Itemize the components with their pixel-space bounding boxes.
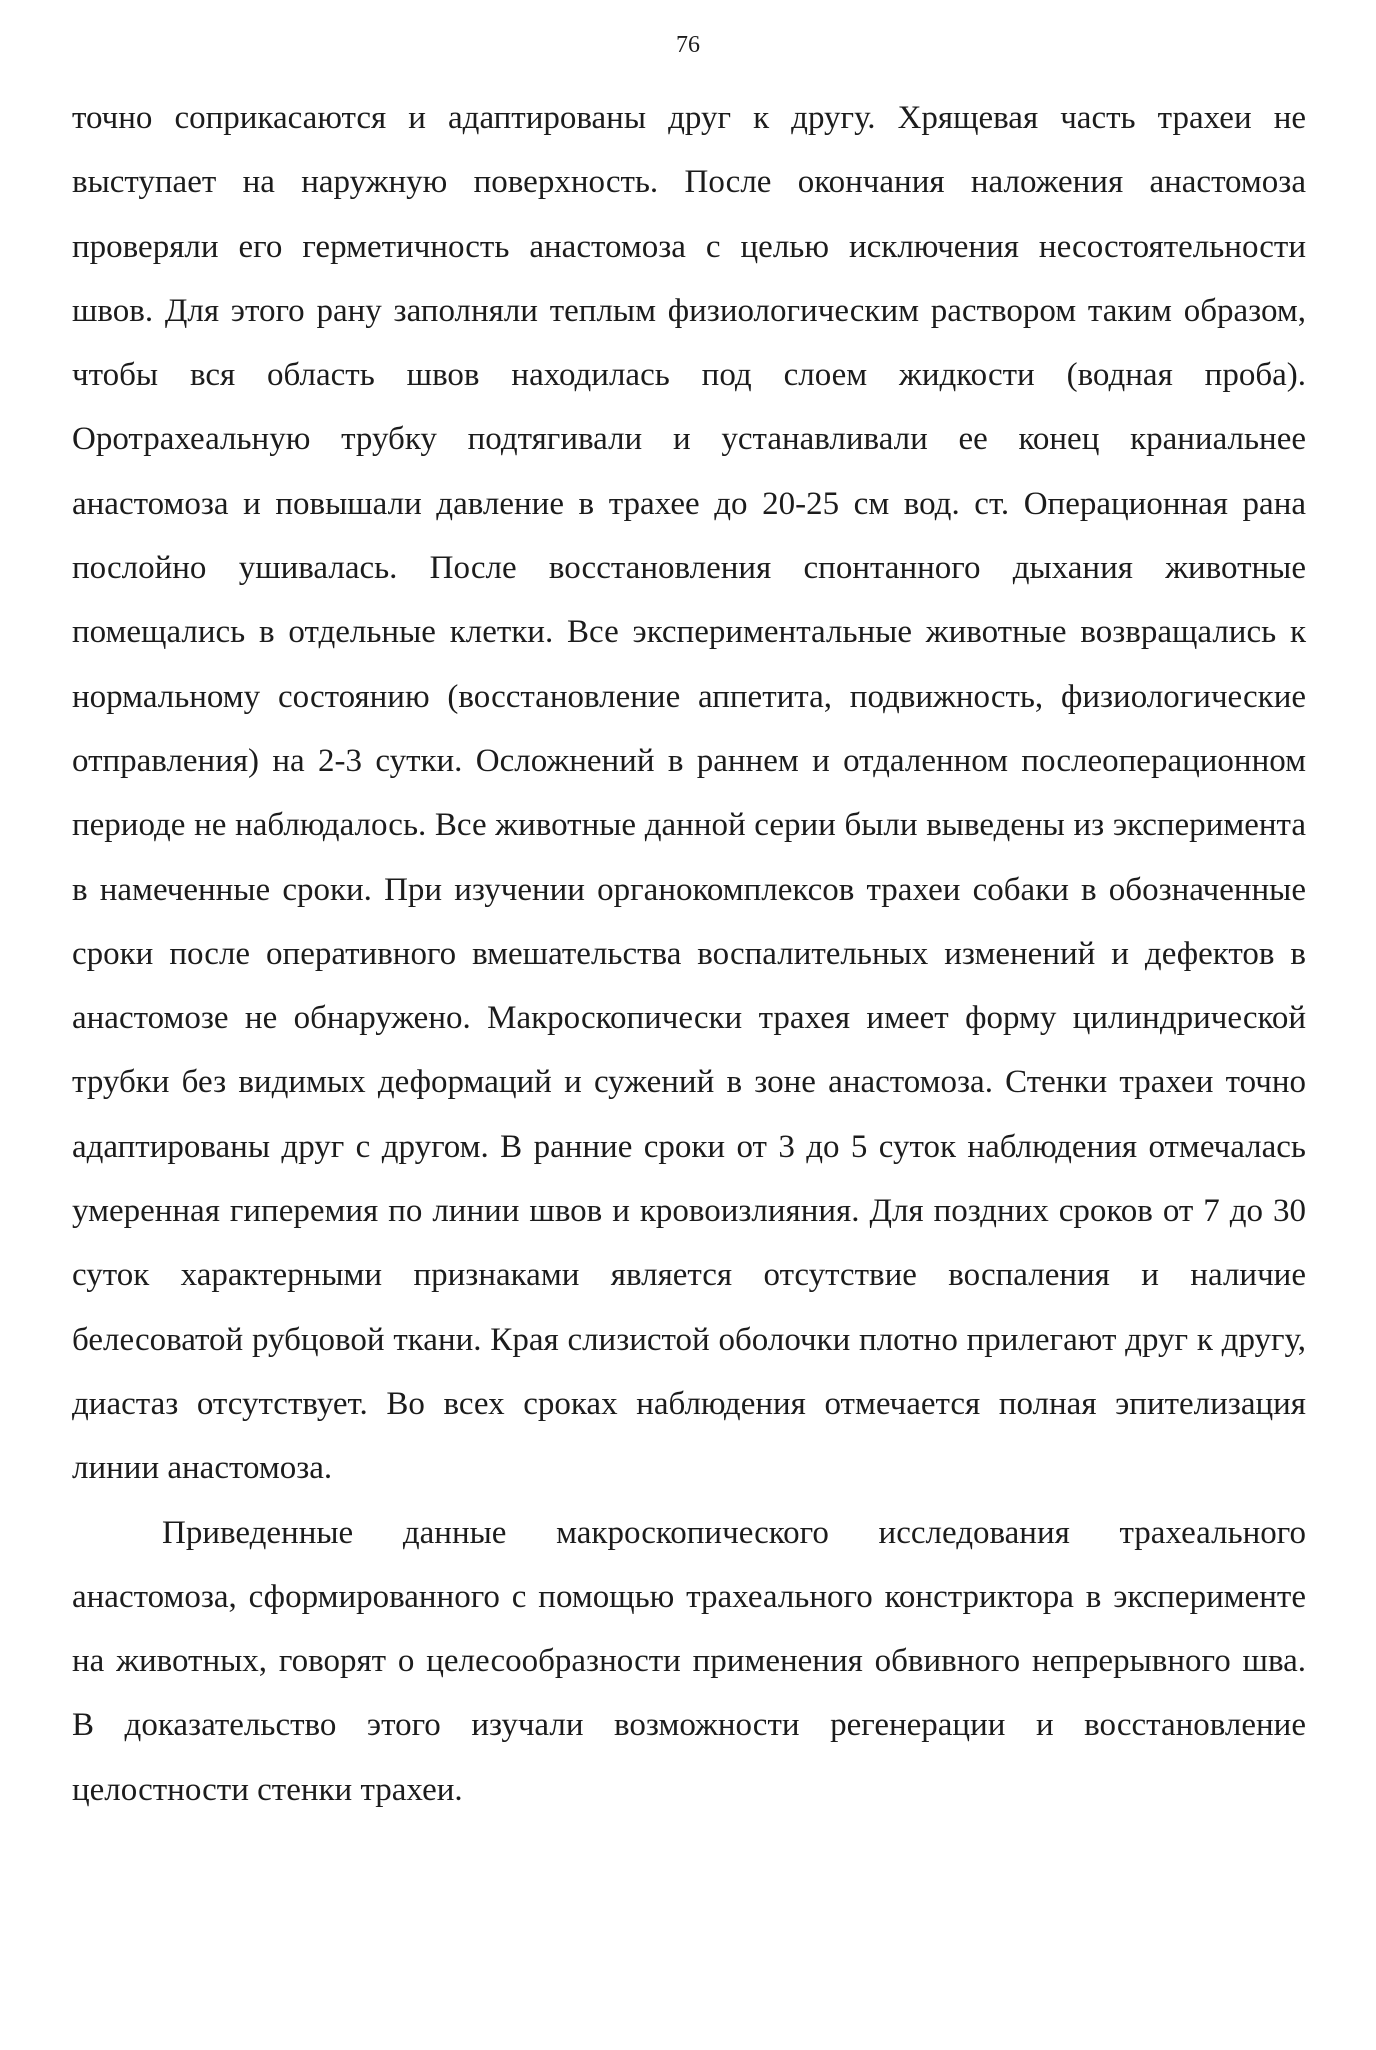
paragraph-conclusion: Приведенные данные макроскопического исследования трахеального анастомоза, сформированного с помощью трахеального констриктора в эксперименте на животных, говорят о целесообразности применения обвивного непрерывного шва. В доказательство этого изучали возможности регенерации и восстановление целостности стенки трахеи.	[72, 1514, 1306, 1808]
document-body	[72, 86, 1306, 1822]
page-number: 76	[676, 32, 700, 58]
paragraph-continued: точно соприкасаются и адаптированы друг к другу. Хрящевая часть трахеи не выступает на наружную поверхность. После окончания наложения анастомоза проверяли его герметичность анастомоза с целью исключения несостоятельности швов. Для этого рану заполняли теплым физиологическим раствором таким образом, чтобы вся область швов находилась под слоем жидкости (водная проба). Оротрахеальную трубку подтягивали и устанавливали ее конец краниальнее анастомоза и повышали давление в трахее до 20-25 см вод. ст. Операционная рана послойно ушивалась. После восстановления спонтанного дыхания животные помещались в отдельные клетки. Все экспериментальные животные возвращались к нормальному состоянию (восстановление аппетита, подвижность, физиологические отправления) на 2-3 сутки. Осложнений в раннем и отдаленном послеоперационном периоде не наблюдалось. Все животные данной серии были выведены из эксперимента в намеченные сроки. При изучении органокомплексов трахеи собаки в обозначенные сроки после оперативного вмешательства воспалительных изменений и дефектов в анастомозе не обнаружено. Макроскопически трахея имеет форму цилиндрической трубки без видимых деформаций и сужений в зоне анастомоза. Стенки трахеи точно адаптированы друг с другом. В ранние сроки от 3 до 5 суток наблюдения отмечалась умеренная гиперемия по линии швов и кровоизлияния. Для поздних сроков от 7 до 30 суток характерными признаками является отсутствие воспаления и наличие белесоватой рубцовой ткани. Края слизистой оболочки плотно прилегают друг к другу, диастаз отсутствует. Во всех сроках наблюдения отмечается полная эпителизация линии анастомоза.	[72, 100, 1306, 1487]
